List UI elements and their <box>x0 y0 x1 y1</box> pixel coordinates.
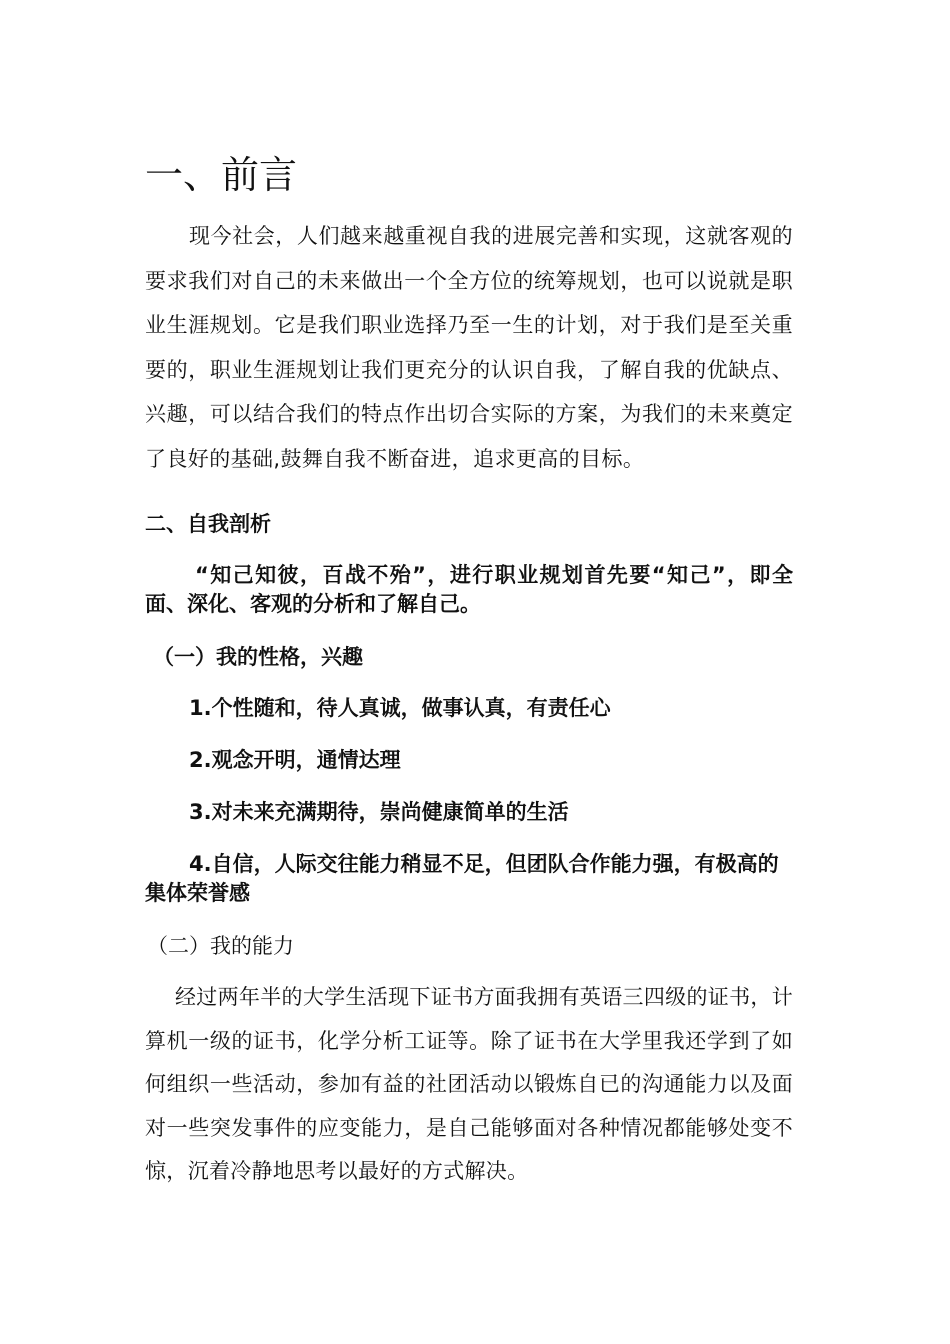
list-item: 1.个性随和，待人真诚，做事认真，有责任心 <box>189 696 611 720</box>
list-item: 4.自信，人际交往能力稍显不足，但团队合作能力强，有极高的集体荣誉感 <box>145 852 779 905</box>
subsection-heading-abilities: （二）我的能力 <box>147 934 294 958</box>
self-analysis-intro: “知己知彼，百战不殆”，进行职业规划首先要“知己”，即全面、深化、客观的分析和了解自己。 <box>145 563 793 616</box>
list-item: 3.对未来充满期待，崇尚健康简单的生活 <box>189 800 569 824</box>
preface-paragraph: 现今社会，人们越来越重视自我的进展完善和实现，这就客观的要求我们对自己的未来做出一个全方位的统筹规划，也可以说就是职业生涯规划。它是我们职业选择乃至一生的计划，对于我们是至关重要的，职业生涯规划让我们更充分的认识自我，了解自我的优缺点、兴趣，可以结合我们的特点作出切合实际的方案，为我们的未来奠定了良好的基础,鼓舞自我不断奋进，追求更高的目标。 <box>145 224 793 471</box>
subsection-heading-personality: （一）我的性格，兴趣 <box>153 645 363 669</box>
section-heading-preface: 一、前言 <box>145 153 298 197</box>
section-heading-self-analysis: 二、自我剖析 <box>145 512 271 536</box>
abilities-paragraph: 经过两年半的大学生活现下证书方面我拥有英语三四级的证书，计算机一级的证书，化学分析工证等。除了证书在大学里我还学到了如何组织一些活动，参加有益的社团活动以锻炼自已的沟通能力以及面对一些突发事件的应变能力，是自己能够面对各种情况都能够处变不惊，沉着冷静地思考以最好的方式解决。 <box>145 985 793 1183</box>
list-item: 2.观念开明，通情达理 <box>189 748 401 772</box>
